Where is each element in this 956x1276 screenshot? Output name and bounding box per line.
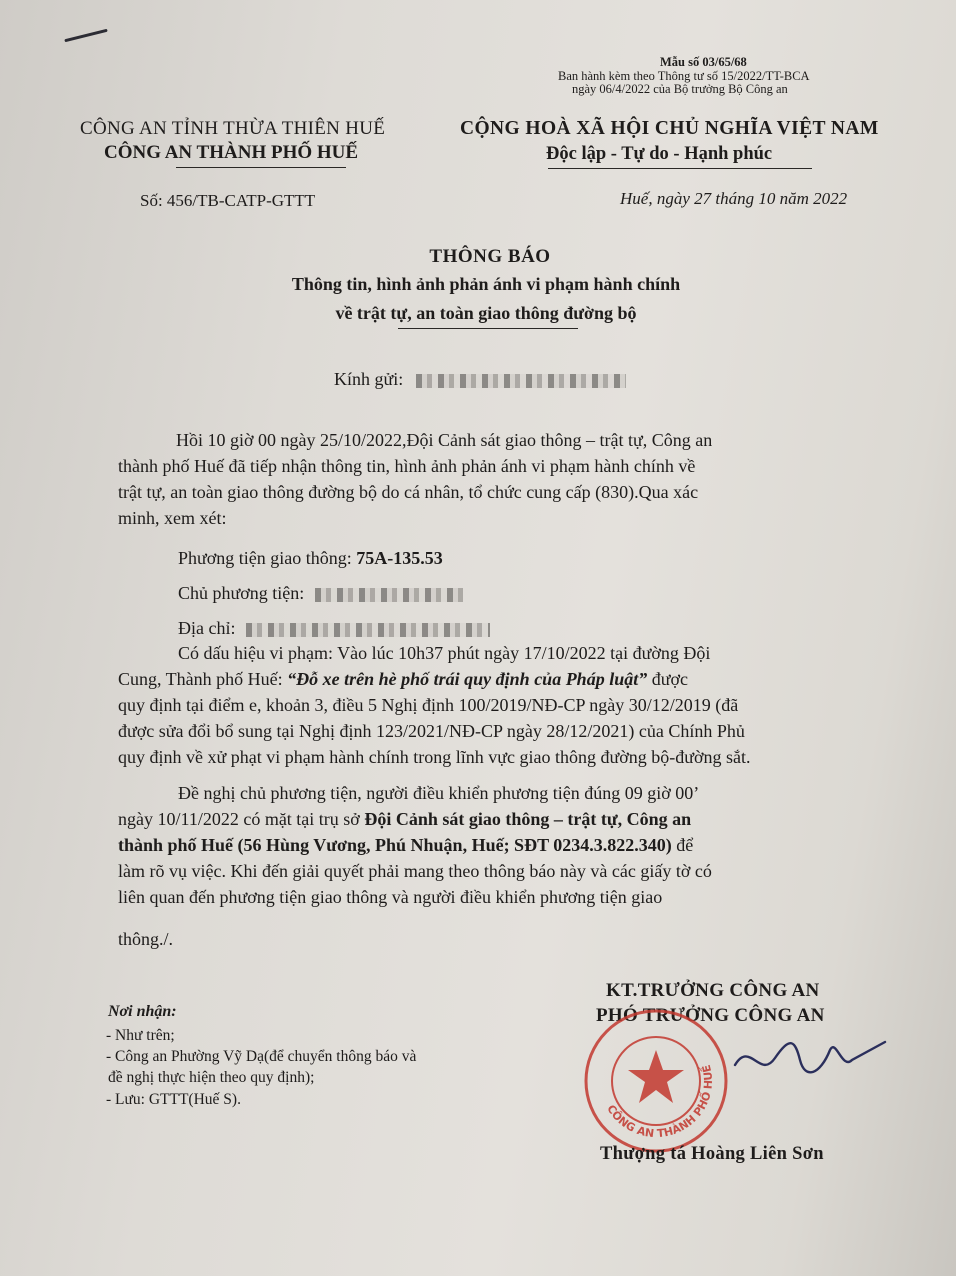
violation-line4: được sửa đổi bổ sung tại Nghị định 123/2021/NĐ-CP ngày 28/12/2021) của Chính Phủ [118,721,745,741]
recipient-item: - Như trên; [106,1027,175,1044]
greeting [334,366,626,392]
issuer-line2: CÔNG AN THÀNH PHỐ HUẾ [104,142,359,163]
redacted-owner [315,588,463,602]
recipients-heading: Nơi nhận: [108,1003,177,1020]
redacted-recipient [416,374,626,388]
recipient-item: - Công an Phường Vỹ Dạ(để chuyển thông báo và [106,1048,417,1065]
violation-line1: Có dấu hiệu vi phạm: Vào lúc 10h37 phút ngày 17/10/2022 tại đường Đội [178,643,711,663]
document-title: THÔNG BÁO [429,246,551,267]
document-number: Số: 456/TB-CATP-GTTT [140,191,316,210]
request-line2: ngày 10/11/2022 có mặt tại trụ sở Đội Cảnh sát giao thông – trật tự, Công an [118,809,692,829]
signer-name: Thượng tá Hoàng Liên Sơn [600,1144,824,1164]
address-row [178,615,490,641]
signature-title-2: PHÓ TRƯỞNG CÔNG AN [596,1005,825,1026]
vehicle-row [178,545,443,571]
request-line5: liên quan đến phương tiện giao thông và người điều khiển phương tiện giao [118,887,663,907]
owner-label: Chủ phương tiện: [178,583,305,603]
vehicle-label: Phương tiện giao thông: [178,548,352,568]
document-subtitle-2: về trật tự, an toàn giao thông đường bộ [335,303,637,323]
violation-line3: quy định tại điểm e, khoản 3, điều 5 Nghị định 100/2019/NĐ-CP ngày 30/12/2019 (đã [118,695,739,715]
form-ref-line1: Ban hành kèm theo Thông tư số 15/2022/TT-BCA [558,69,810,83]
greeting-label: Kính gửi: [334,369,404,389]
issuer-underline [176,167,346,168]
subtitle-underline [398,328,578,329]
nation-line2: Độc lập - Tự do - Hạnh phúc [546,144,773,164]
owner-row [178,580,463,606]
request-line1: Đề nghị chủ phương tiện, người điều khiển phương tiện đúng 09 giờ 00’ [178,783,700,803]
paragraph1-line4: minh, xem xét: [118,508,227,528]
place-date: Huế, ngày 27 tháng 10 năm 2022 [620,189,848,208]
recipient-item: đề nghị thực hiện theo quy định); [108,1069,315,1086]
request-line6: thông./. [118,929,174,949]
pen-mark [64,29,107,43]
violation-description: “Đỗ xe trên hè phố trái quy định của Pháp luật” [287,669,648,689]
signature-title-1: KT.TRƯỞNG CÔNG AN [606,980,820,1001]
issuer-line1: CÔNG AN TỈNH THỪA THIÊN HUẾ [80,118,386,139]
form-number: Mẫu số 03/65/68 [660,55,747,69]
form-ref-line2: ngày 06/4/2022 của Bộ trưởng Bộ Công an [572,82,788,96]
paragraph1-line2: thành phố Huế đã tiếp nhận thông tin, hình ảnh phản ánh vi phạm hành chính về [118,456,696,476]
paragraph1-line1: Hồi 10 giờ 00 ngày 25/10/2022,Đội Cảnh sát giao thông – trật tự, Công an [176,430,713,450]
violation-line2: Cung, Thành phố Huế: “Đỗ xe trên hè phố trái quy định của Pháp luật” được [118,669,688,689]
recipient-item: - Lưu: GTTT(Huế S). [106,1091,241,1108]
redacted-address [246,623,490,637]
request-line4: làm rõ vụ việc. Khi đến giải quyết phải mang theo thông báo này và các giấy tờ có [118,861,712,881]
violation-line5: quy định về xử phạt vi phạm hành chính trong lĩnh vực giao thông đường bộ-đường sắt. [118,747,751,767]
handwritten-signature [730,1030,890,1090]
address-label: Địa chỉ: [178,618,236,638]
vehicle-plate: 75A-135.53 [356,548,443,568]
seal-text: CÔNG AN THÀNH PHỐ HUẾ [604,1063,716,1141]
nation-line1: CỘNG HOÀ XÃ HỘI CHỦ NGHĨA VIỆT NAM [460,118,879,139]
request-line3: thành phố Huế (56 Hùng Vương, Phú Nhuận, Huế; SĐT 0234.3.822.340) để [118,835,694,855]
document-subtitle-1: Thông tin, hình ảnh phản ánh vi phạm hành chính [291,274,681,294]
nation-underline [548,168,812,169]
paragraph1-line3: trật tự, an toàn giao thông đường bộ do cá nhân, tổ chức cung cấp (830).Qua xác [118,482,699,502]
official-seal-icon [583,1008,729,1154]
